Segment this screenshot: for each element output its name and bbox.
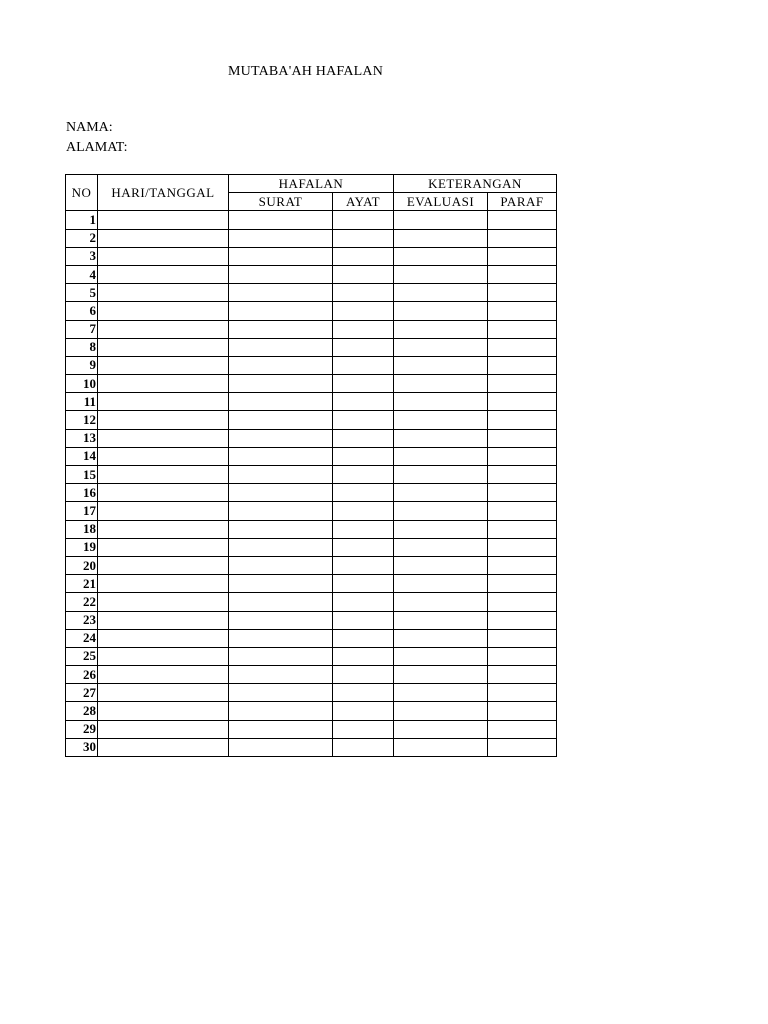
evaluasi-cell [394,466,488,484]
paraf-cell [488,375,557,393]
paraf-cell [488,247,557,265]
hari-tanggal-cell [98,265,229,283]
hari-tanggal-cell [98,738,229,756]
evaluasi-cell [394,338,488,356]
evaluasi-cell [394,720,488,738]
evaluasi-cell [394,411,488,429]
ayat-cell [333,720,394,738]
table-row [66,375,557,393]
row-number-cell: 8 [66,338,98,356]
hari-tanggal-cell [98,211,229,229]
evaluasi-cell [394,447,488,465]
table-row [66,302,557,320]
table-row [66,684,557,702]
hari-tanggal-cell [98,720,229,738]
surat-cell [229,720,333,738]
hari-tanggal-cell [98,647,229,665]
hari-tanggal-cell [98,502,229,520]
paraf-cell [488,320,557,338]
hari-tanggal-cell [98,284,229,302]
evaluasi-cell [394,502,488,520]
surat-cell [229,411,333,429]
row-number-cell: 29 [66,720,98,738]
evaluasi-cell [394,320,488,338]
hari-tanggal-cell [98,484,229,502]
row-number-cell: 7 [66,320,98,338]
ayat-cell [333,684,394,702]
surat-cell [229,265,333,283]
evaluasi-cell [394,429,488,447]
surat-cell [229,393,333,411]
row-number-cell: 26 [66,666,98,684]
paraf-cell [488,593,557,611]
evaluasi-cell [394,738,488,756]
hari-tanggal-cell [98,666,229,684]
row-number-cell: 25 [66,647,98,665]
surat-cell [229,538,333,556]
row-number-cell: 28 [66,702,98,720]
row-number-cell: 27 [66,684,98,702]
ayat-cell [333,702,394,720]
hari-tanggal-cell [98,538,229,556]
paraf-cell [488,502,557,520]
surat-cell [229,647,333,665]
table-row [66,556,557,574]
surat-cell [229,375,333,393]
hari-tanggal-cell [98,611,229,629]
ayat-cell [333,265,394,283]
table-body [66,211,557,757]
paraf-cell [488,484,557,502]
header-keterangan: KETERANGAN [394,175,557,193]
ayat-cell [333,466,394,484]
hari-tanggal-cell [98,375,229,393]
surat-cell [229,466,333,484]
surat-cell [229,429,333,447]
ayat-cell [333,629,394,647]
evaluasi-cell [394,375,488,393]
ayat-cell [333,647,394,665]
ayat-cell [333,284,394,302]
row-number-cell: 1 [66,211,98,229]
row-number-cell: 19 [66,538,98,556]
table-row [66,575,557,593]
table-row [66,484,557,502]
paraf-cell [488,229,557,247]
evaluasi-cell [394,302,488,320]
table-row [66,429,557,447]
surat-cell [229,338,333,356]
table-row [66,338,557,356]
surat-cell [229,738,333,756]
paraf-cell [488,647,557,665]
ayat-cell [333,484,394,502]
hari-tanggal-cell [98,684,229,702]
table-row [66,229,557,247]
row-number-cell: 18 [66,520,98,538]
hari-tanggal-cell [98,593,229,611]
row-number-cell: 6 [66,302,98,320]
ayat-cell [333,229,394,247]
table-row [66,447,557,465]
paraf-cell [488,520,557,538]
row-number-cell: 17 [66,502,98,520]
ayat-cell [333,429,394,447]
paraf-cell [488,738,557,756]
surat-cell [229,666,333,684]
hari-tanggal-cell [98,702,229,720]
surat-cell [229,556,333,574]
table-row [66,247,557,265]
row-number-cell: 9 [66,356,98,374]
memorization-log-table [65,174,557,757]
header-ayat: AYAT [333,193,394,211]
table-row [66,611,557,629]
hari-tanggal-cell [98,520,229,538]
hari-tanggal-cell [98,320,229,338]
table-row [66,647,557,665]
ayat-cell [333,593,394,611]
row-number-cell: 22 [66,593,98,611]
ayat-cell [333,338,394,356]
evaluasi-cell [394,265,488,283]
ayat-cell [333,666,394,684]
evaluasi-cell [394,229,488,247]
hari-tanggal-cell [98,466,229,484]
ayat-cell [333,502,394,520]
surat-cell [229,447,333,465]
row-number-cell: 21 [66,575,98,593]
table-row [66,265,557,283]
row-number-cell: 14 [66,447,98,465]
header-evaluasi: EVALUASI [394,193,488,211]
table-row [66,520,557,538]
hari-tanggal-cell [98,247,229,265]
table-row [66,666,557,684]
paraf-cell [488,575,557,593]
ayat-cell [333,247,394,265]
ayat-cell [333,211,394,229]
table-row [66,593,557,611]
ayat-cell [333,538,394,556]
surat-cell [229,247,333,265]
table-row [66,538,557,556]
paraf-cell [488,356,557,374]
evaluasi-cell [394,284,488,302]
row-number-cell: 24 [66,629,98,647]
ayat-cell [333,320,394,338]
table-row [66,502,557,520]
table-row [66,411,557,429]
hari-tanggal-cell [98,411,229,429]
row-number-cell: 30 [66,738,98,756]
row-number-cell: 3 [66,247,98,265]
ayat-cell [333,520,394,538]
evaluasi-cell [394,211,488,229]
nama-label: NAMA: [66,120,113,135]
paraf-cell [488,684,557,702]
surat-cell [229,575,333,593]
hari-tanggal-cell [98,302,229,320]
header-hafalan: HAFALAN [229,175,394,193]
evaluasi-cell [394,556,488,574]
table-row [66,702,557,720]
evaluasi-cell [394,611,488,629]
table-row [66,466,557,484]
row-number-cell: 4 [66,265,98,283]
row-number-cell: 11 [66,393,98,411]
surat-cell [229,484,333,502]
ayat-cell [333,411,394,429]
evaluasi-cell [394,247,488,265]
hari-tanggal-cell [98,229,229,247]
row-number-cell: 5 [66,284,98,302]
evaluasi-cell [394,647,488,665]
ayat-cell [333,611,394,629]
paraf-cell [488,211,557,229]
evaluasi-cell [394,575,488,593]
surat-cell [229,593,333,611]
row-number-cell: 10 [66,375,98,393]
paraf-cell [488,702,557,720]
surat-cell [229,302,333,320]
paraf-cell [488,302,557,320]
hari-tanggal-cell [98,429,229,447]
document-title: MUTABA'AH HAFALAN [228,64,384,79]
table-row [66,738,557,756]
hari-tanggal-cell [98,556,229,574]
paraf-cell [488,393,557,411]
hari-tanggal-cell [98,575,229,593]
table-row [66,284,557,302]
surat-cell [229,520,333,538]
hari-tanggal-cell [98,393,229,411]
ayat-cell [333,302,394,320]
header-surat: SURAT [229,193,333,211]
evaluasi-cell [394,629,488,647]
ayat-cell [333,738,394,756]
header-paraf: PARAF [488,193,557,211]
row-number-cell: 13 [66,429,98,447]
ayat-cell [333,393,394,411]
evaluasi-cell [394,356,488,374]
paraf-cell [488,447,557,465]
paraf-cell [488,611,557,629]
ayat-cell [333,575,394,593]
surat-cell [229,320,333,338]
paraf-cell [488,429,557,447]
row-number-cell: 23 [66,611,98,629]
evaluasi-cell [394,538,488,556]
surat-cell [229,502,333,520]
table-row [66,629,557,647]
hari-tanggal-cell [98,629,229,647]
alamat-label: ALAMAT: [66,140,128,155]
paraf-cell [488,556,557,574]
paraf-cell [488,720,557,738]
ayat-cell [333,447,394,465]
evaluasi-cell [394,666,488,684]
evaluasi-cell [394,393,488,411]
table-row [66,356,557,374]
paraf-cell [488,265,557,283]
row-number-cell: 15 [66,466,98,484]
evaluasi-cell [394,520,488,538]
row-number-cell: 2 [66,229,98,247]
hari-tanggal-cell [98,356,229,374]
surat-cell [229,356,333,374]
evaluasi-cell [394,684,488,702]
paraf-cell [488,538,557,556]
row-number-cell: 12 [66,411,98,429]
hari-tanggal-cell [98,338,229,356]
evaluasi-cell [394,702,488,720]
evaluasi-cell [394,593,488,611]
surat-cell [229,211,333,229]
ayat-cell [333,356,394,374]
table-row [66,211,557,229]
paraf-cell [488,629,557,647]
hari-tanggal-cell [98,447,229,465]
surat-cell [229,629,333,647]
header-row-top [66,175,557,193]
paraf-cell [488,666,557,684]
table-row [66,720,557,738]
paraf-cell [488,466,557,484]
ayat-cell [333,556,394,574]
evaluasi-cell [394,484,488,502]
header-no: NO [66,175,98,211]
surat-cell [229,229,333,247]
row-number-cell: 16 [66,484,98,502]
ayat-cell [333,375,394,393]
table-row [66,320,557,338]
surat-cell [229,684,333,702]
table-header [66,175,557,211]
paraf-cell [488,411,557,429]
paraf-cell [488,338,557,356]
surat-cell [229,284,333,302]
paraf-cell [488,284,557,302]
table-row [66,393,557,411]
header-hari-tanggal: HARI/TANGGAL [98,175,229,211]
row-number-cell: 20 [66,556,98,574]
surat-cell [229,702,333,720]
surat-cell [229,611,333,629]
